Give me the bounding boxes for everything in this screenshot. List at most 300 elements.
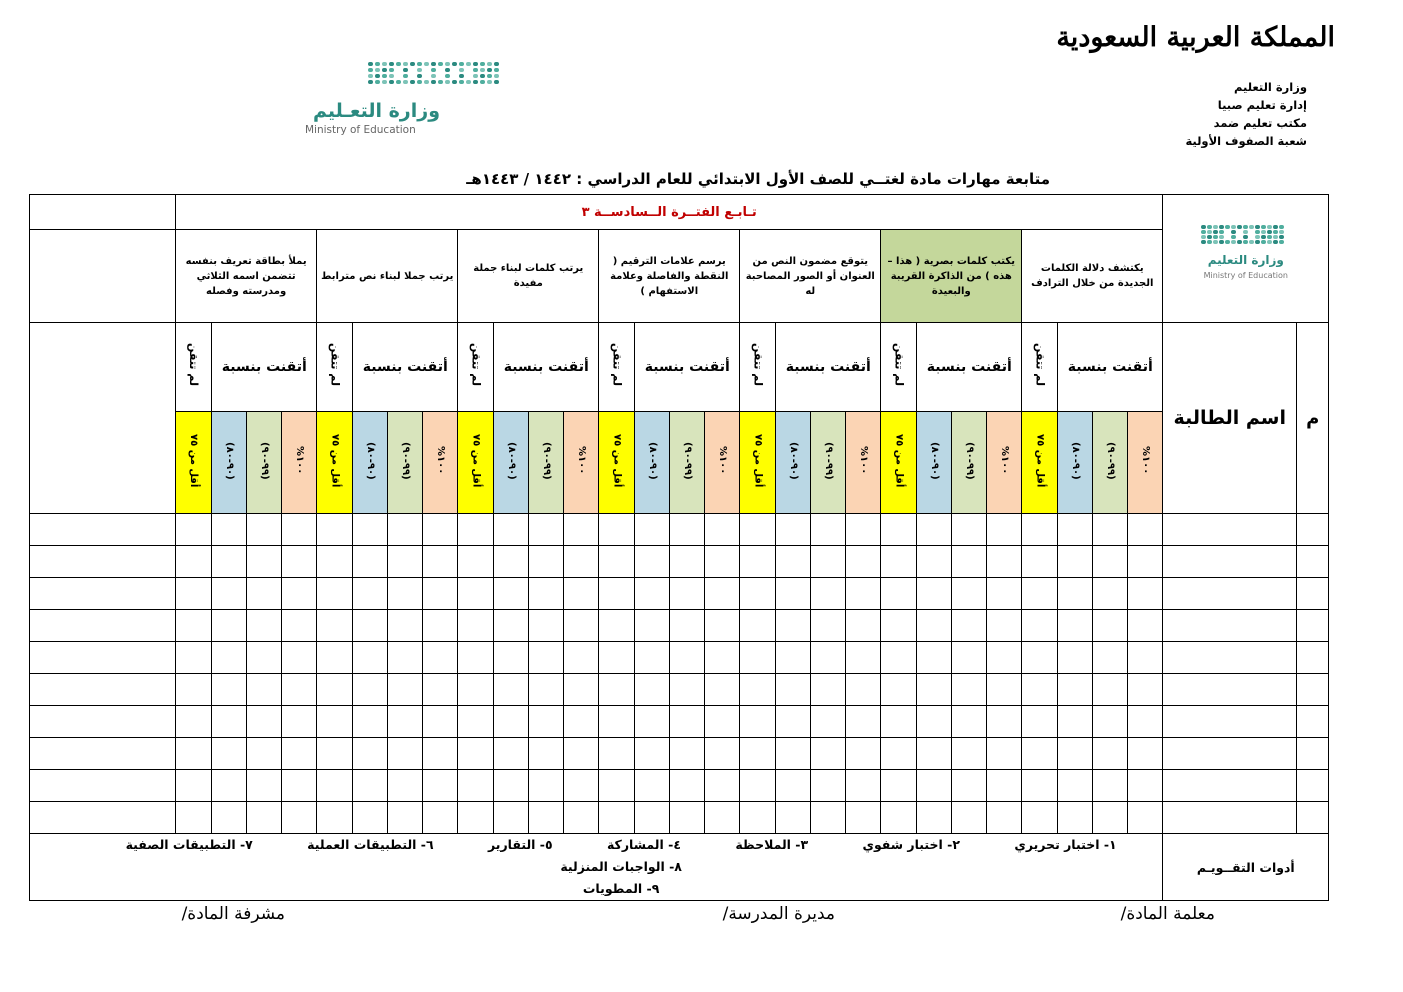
- score-cell[interactable]: [458, 674, 494, 706]
- score-cell[interactable]: [776, 706, 811, 738]
- student-name-cell[interactable]: [1163, 706, 1297, 738]
- score-cell[interactable]: [1128, 578, 1163, 610]
- score-cell[interactable]: [670, 802, 705, 834]
- score-cell[interactable]: [1128, 610, 1163, 642]
- score-cell[interactable]: [776, 514, 811, 546]
- score-cell[interactable]: [247, 674, 282, 706]
- score-cell[interactable]: [1058, 706, 1093, 738]
- score-cell[interactable]: [599, 578, 635, 610]
- score-cell[interactable]: [353, 706, 388, 738]
- score-cell[interactable]: [740, 706, 776, 738]
- score-cell[interactable]: [987, 770, 1022, 802]
- score-cell[interactable]: [776, 642, 811, 674]
- score-cell[interactable]: [811, 514, 846, 546]
- score-cell[interactable]: [564, 674, 599, 706]
- score-cell[interactable]: [388, 610, 423, 642]
- score-cell[interactable]: [423, 802, 458, 834]
- score-cell[interactable]: [494, 642, 529, 674]
- score-cell[interactable]: [987, 802, 1022, 834]
- score-cell[interactable]: [388, 578, 423, 610]
- score-cell[interactable]: [705, 578, 740, 610]
- score-cell[interactable]: [740, 610, 776, 642]
- score-cell[interactable]: [635, 578, 670, 610]
- score-cell[interactable]: [1022, 578, 1058, 610]
- student-name-cell[interactable]: [1163, 610, 1297, 642]
- row-number-cell[interactable]: [1297, 738, 1329, 770]
- score-cell[interactable]: [282, 642, 317, 674]
- score-cell[interactable]: [846, 674, 881, 706]
- score-cell[interactable]: [846, 642, 881, 674]
- score-cell[interactable]: [1093, 770, 1128, 802]
- score-cell[interactable]: [388, 546, 423, 578]
- score-cell[interactable]: [881, 546, 917, 578]
- score-cell[interactable]: [458, 706, 494, 738]
- score-cell[interactable]: [317, 610, 353, 642]
- score-cell[interactable]: [1058, 578, 1093, 610]
- score-cell[interactable]: [529, 546, 564, 578]
- score-cell[interactable]: [1022, 610, 1058, 642]
- score-cell[interactable]: [353, 514, 388, 546]
- score-cell[interactable]: [776, 770, 811, 802]
- score-cell[interactable]: [705, 802, 740, 834]
- score-cell[interactable]: [458, 802, 494, 834]
- score-cell[interactable]: [317, 642, 353, 674]
- score-cell[interactable]: [811, 546, 846, 578]
- score-cell[interactable]: [881, 674, 917, 706]
- score-cell[interactable]: [30, 706, 176, 738]
- score-cell[interactable]: [1128, 706, 1163, 738]
- score-cell[interactable]: [776, 802, 811, 834]
- score-cell[interactable]: [599, 802, 635, 834]
- score-cell[interactable]: [1093, 706, 1128, 738]
- score-cell[interactable]: [952, 514, 987, 546]
- score-cell[interactable]: [30, 514, 176, 546]
- score-cell[interactable]: [1058, 674, 1093, 706]
- score-cell[interactable]: [282, 770, 317, 802]
- score-cell[interactable]: [30, 546, 176, 578]
- score-cell[interactable]: [529, 674, 564, 706]
- score-cell[interactable]: [987, 578, 1022, 610]
- score-cell[interactable]: [458, 642, 494, 674]
- score-cell[interactable]: [494, 802, 529, 834]
- score-cell[interactable]: [353, 546, 388, 578]
- score-cell[interactable]: [423, 514, 458, 546]
- score-cell[interactable]: [1093, 738, 1128, 770]
- score-cell[interactable]: [212, 610, 247, 642]
- score-cell[interactable]: [776, 578, 811, 610]
- score-cell[interactable]: [987, 546, 1022, 578]
- score-cell[interactable]: [212, 674, 247, 706]
- score-cell[interactable]: [212, 802, 247, 834]
- score-cell[interactable]: [917, 674, 952, 706]
- score-cell[interactable]: [494, 770, 529, 802]
- score-cell[interactable]: [917, 802, 952, 834]
- score-cell[interactable]: [881, 706, 917, 738]
- score-cell[interactable]: [846, 610, 881, 642]
- score-cell[interactable]: [705, 514, 740, 546]
- score-cell[interactable]: [1058, 610, 1093, 642]
- score-cell[interactable]: [564, 642, 599, 674]
- score-cell[interactable]: [176, 802, 212, 834]
- score-cell[interactable]: [599, 514, 635, 546]
- score-cell[interactable]: [917, 514, 952, 546]
- score-cell[interactable]: [917, 738, 952, 770]
- score-cell[interactable]: [176, 514, 212, 546]
- score-cell[interactable]: [176, 706, 212, 738]
- score-cell[interactable]: [917, 706, 952, 738]
- score-cell[interactable]: [317, 674, 353, 706]
- score-cell[interactable]: [705, 642, 740, 674]
- score-cell[interactable]: [212, 578, 247, 610]
- score-cell[interactable]: [564, 770, 599, 802]
- score-cell[interactable]: [30, 642, 176, 674]
- score-cell[interactable]: [1058, 802, 1093, 834]
- score-cell[interactable]: [1128, 770, 1163, 802]
- score-cell[interactable]: [1058, 738, 1093, 770]
- score-cell[interactable]: [423, 770, 458, 802]
- score-cell[interactable]: [846, 514, 881, 546]
- score-cell[interactable]: [1128, 642, 1163, 674]
- score-cell[interactable]: [740, 674, 776, 706]
- score-cell[interactable]: [388, 674, 423, 706]
- score-cell[interactable]: [212, 546, 247, 578]
- score-cell[interactable]: [423, 706, 458, 738]
- score-cell[interactable]: [458, 546, 494, 578]
- score-cell[interactable]: [564, 802, 599, 834]
- score-cell[interactable]: [881, 642, 917, 674]
- score-cell[interactable]: [388, 642, 423, 674]
- score-cell[interactable]: [247, 578, 282, 610]
- score-cell[interactable]: [705, 674, 740, 706]
- score-cell[interactable]: [317, 546, 353, 578]
- score-cell[interactable]: [529, 706, 564, 738]
- score-cell[interactable]: [952, 546, 987, 578]
- score-cell[interactable]: [987, 514, 1022, 546]
- score-cell[interactable]: [776, 674, 811, 706]
- score-cell[interactable]: [987, 706, 1022, 738]
- score-cell[interactable]: [247, 802, 282, 834]
- score-cell[interactable]: [917, 610, 952, 642]
- student-name-cell[interactable]: [1163, 738, 1297, 770]
- score-cell[interactable]: [599, 642, 635, 674]
- score-cell[interactable]: [670, 610, 705, 642]
- score-cell[interactable]: [176, 546, 212, 578]
- score-cell[interactable]: [635, 514, 670, 546]
- score-cell[interactable]: [1022, 546, 1058, 578]
- row-number-cell[interactable]: [1297, 578, 1329, 610]
- score-cell[interactable]: [494, 706, 529, 738]
- score-cell[interactable]: [529, 514, 564, 546]
- score-cell[interactable]: [881, 610, 917, 642]
- score-cell[interactable]: [30, 578, 176, 610]
- score-cell[interactable]: [1022, 802, 1058, 834]
- score-cell[interactable]: [811, 642, 846, 674]
- score-cell[interactable]: [811, 738, 846, 770]
- score-cell[interactable]: [881, 770, 917, 802]
- score-cell[interactable]: [282, 706, 317, 738]
- score-cell[interactable]: [282, 514, 317, 546]
- score-cell[interactable]: [599, 610, 635, 642]
- score-cell[interactable]: [952, 578, 987, 610]
- score-cell[interactable]: [1128, 802, 1163, 834]
- score-cell[interactable]: [282, 738, 317, 770]
- score-cell[interactable]: [1093, 642, 1128, 674]
- score-cell[interactable]: [30, 738, 176, 770]
- score-cell[interactable]: [212, 642, 247, 674]
- score-cell[interactable]: [353, 674, 388, 706]
- score-cell[interactable]: [564, 610, 599, 642]
- score-cell[interactable]: [247, 642, 282, 674]
- score-cell[interactable]: [388, 514, 423, 546]
- score-cell[interactable]: [635, 770, 670, 802]
- score-cell[interactable]: [599, 770, 635, 802]
- score-cell[interactable]: [1022, 642, 1058, 674]
- student-name-cell[interactable]: [1163, 802, 1297, 834]
- score-cell[interactable]: [388, 738, 423, 770]
- score-cell[interactable]: [212, 514, 247, 546]
- score-cell[interactable]: [987, 610, 1022, 642]
- score-cell[interactable]: [176, 738, 212, 770]
- score-cell[interactable]: [423, 642, 458, 674]
- score-cell[interactable]: [423, 578, 458, 610]
- score-cell[interactable]: [1128, 514, 1163, 546]
- score-cell[interactable]: [740, 642, 776, 674]
- score-cell[interactable]: [811, 706, 846, 738]
- score-cell[interactable]: [282, 610, 317, 642]
- score-cell[interactable]: [776, 610, 811, 642]
- score-cell[interactable]: [494, 610, 529, 642]
- score-cell[interactable]: [282, 578, 317, 610]
- score-cell[interactable]: [670, 674, 705, 706]
- score-cell[interactable]: [1093, 674, 1128, 706]
- score-cell[interactable]: [846, 770, 881, 802]
- score-cell[interactable]: [705, 706, 740, 738]
- score-cell[interactable]: [30, 802, 176, 834]
- score-cell[interactable]: [282, 674, 317, 706]
- score-cell[interactable]: [1128, 738, 1163, 770]
- score-cell[interactable]: [30, 770, 176, 802]
- score-cell[interactable]: [917, 642, 952, 674]
- score-cell[interactable]: [987, 642, 1022, 674]
- score-cell[interactable]: [176, 610, 212, 642]
- score-cell[interactable]: [317, 578, 353, 610]
- score-cell[interactable]: [317, 706, 353, 738]
- score-cell[interactable]: [811, 578, 846, 610]
- score-cell[interactable]: [212, 706, 247, 738]
- score-cell[interactable]: [282, 802, 317, 834]
- row-number-cell[interactable]: [1297, 514, 1329, 546]
- score-cell[interactable]: [247, 610, 282, 642]
- score-cell[interactable]: [705, 610, 740, 642]
- score-cell[interactable]: [423, 610, 458, 642]
- row-number-cell[interactable]: [1297, 770, 1329, 802]
- score-cell[interactable]: [952, 706, 987, 738]
- score-cell[interactable]: [423, 738, 458, 770]
- score-cell[interactable]: [1058, 546, 1093, 578]
- student-name-cell[interactable]: [1163, 770, 1297, 802]
- score-cell[interactable]: [811, 770, 846, 802]
- student-name-cell[interactable]: [1163, 546, 1297, 578]
- score-cell[interactable]: [494, 578, 529, 610]
- score-cell[interactable]: [952, 642, 987, 674]
- score-cell[interactable]: [635, 674, 670, 706]
- score-cell[interactable]: [635, 738, 670, 770]
- score-cell[interactable]: [1022, 706, 1058, 738]
- score-cell[interactable]: [247, 706, 282, 738]
- score-cell[interactable]: [740, 802, 776, 834]
- score-cell[interactable]: [564, 738, 599, 770]
- score-cell[interactable]: [247, 514, 282, 546]
- score-cell[interactable]: [529, 642, 564, 674]
- score-cell[interactable]: [212, 738, 247, 770]
- score-cell[interactable]: [1022, 514, 1058, 546]
- score-cell[interactable]: [564, 546, 599, 578]
- score-cell[interactable]: [987, 674, 1022, 706]
- score-cell[interactable]: [317, 514, 353, 546]
- score-cell[interactable]: [176, 770, 212, 802]
- score-cell[interactable]: [670, 738, 705, 770]
- score-cell[interactable]: [353, 610, 388, 642]
- score-cell[interactable]: [353, 642, 388, 674]
- score-cell[interactable]: [952, 610, 987, 642]
- score-cell[interactable]: [30, 674, 176, 706]
- score-cell[interactable]: [881, 514, 917, 546]
- score-cell[interactable]: [599, 706, 635, 738]
- score-cell[interactable]: [705, 738, 740, 770]
- score-cell[interactable]: [423, 674, 458, 706]
- score-cell[interactable]: [1058, 514, 1093, 546]
- score-cell[interactable]: [458, 610, 494, 642]
- score-cell[interactable]: [670, 578, 705, 610]
- score-cell[interactable]: [599, 738, 635, 770]
- score-cell[interactable]: [1058, 642, 1093, 674]
- student-name-cell[interactable]: [1163, 514, 1297, 546]
- row-number-cell[interactable]: [1297, 674, 1329, 706]
- score-cell[interactable]: [458, 738, 494, 770]
- score-cell[interactable]: [1128, 546, 1163, 578]
- score-cell[interactable]: [176, 578, 212, 610]
- score-cell[interactable]: [1022, 770, 1058, 802]
- score-cell[interactable]: [494, 546, 529, 578]
- score-cell[interactable]: [317, 738, 353, 770]
- score-cell[interactable]: [494, 514, 529, 546]
- row-number-cell[interactable]: [1297, 610, 1329, 642]
- score-cell[interactable]: [247, 770, 282, 802]
- score-cell[interactable]: [811, 610, 846, 642]
- score-cell[interactable]: [1093, 546, 1128, 578]
- score-cell[interactable]: [529, 578, 564, 610]
- score-cell[interactable]: [670, 770, 705, 802]
- score-cell[interactable]: [635, 546, 670, 578]
- score-cell[interactable]: [564, 514, 599, 546]
- score-cell[interactable]: [564, 706, 599, 738]
- row-number-cell[interactable]: [1297, 802, 1329, 834]
- score-cell[interactable]: [952, 738, 987, 770]
- score-cell[interactable]: [317, 802, 353, 834]
- score-cell[interactable]: [846, 802, 881, 834]
- score-cell[interactable]: [1093, 802, 1128, 834]
- score-cell[interactable]: [740, 578, 776, 610]
- row-number-cell[interactable]: [1297, 546, 1329, 578]
- score-cell[interactable]: [529, 802, 564, 834]
- score-cell[interactable]: [740, 770, 776, 802]
- score-cell[interactable]: [740, 514, 776, 546]
- score-cell[interactable]: [635, 610, 670, 642]
- score-cell[interactable]: [881, 802, 917, 834]
- score-cell[interactable]: [599, 674, 635, 706]
- score-cell[interactable]: [1022, 674, 1058, 706]
- score-cell[interactable]: [282, 546, 317, 578]
- score-cell[interactable]: [599, 546, 635, 578]
- score-cell[interactable]: [458, 770, 494, 802]
- score-cell[interactable]: [1022, 738, 1058, 770]
- score-cell[interactable]: [846, 738, 881, 770]
- score-cell[interactable]: [846, 578, 881, 610]
- row-number-cell[interactable]: [1297, 706, 1329, 738]
- score-cell[interactable]: [529, 738, 564, 770]
- score-cell[interactable]: [670, 642, 705, 674]
- score-cell[interactable]: [846, 706, 881, 738]
- score-cell[interactable]: [776, 546, 811, 578]
- score-cell[interactable]: [353, 802, 388, 834]
- score-cell[interactable]: [635, 706, 670, 738]
- score-cell[interactable]: [353, 738, 388, 770]
- score-cell[interactable]: [776, 738, 811, 770]
- score-cell[interactable]: [740, 546, 776, 578]
- score-cell[interactable]: [388, 770, 423, 802]
- score-cell[interactable]: [564, 578, 599, 610]
- score-cell[interactable]: [1128, 674, 1163, 706]
- score-cell[interactable]: [635, 802, 670, 834]
- score-cell[interactable]: [494, 738, 529, 770]
- score-cell[interactable]: [881, 578, 917, 610]
- score-cell[interactable]: [917, 578, 952, 610]
- score-cell[interactable]: [529, 770, 564, 802]
- score-cell[interactable]: [30, 610, 176, 642]
- score-cell[interactable]: [1093, 514, 1128, 546]
- score-cell[interactable]: [353, 770, 388, 802]
- score-cell[interactable]: [388, 706, 423, 738]
- score-cell[interactable]: [1093, 578, 1128, 610]
- score-cell[interactable]: [423, 546, 458, 578]
- row-number-cell[interactable]: [1297, 642, 1329, 674]
- score-cell[interactable]: [670, 546, 705, 578]
- score-cell[interactable]: [458, 514, 494, 546]
- score-cell[interactable]: [705, 770, 740, 802]
- score-cell[interactable]: [705, 546, 740, 578]
- score-cell[interactable]: [917, 546, 952, 578]
- score-cell[interactable]: [635, 642, 670, 674]
- score-cell[interactable]: [317, 770, 353, 802]
- score-cell[interactable]: [670, 706, 705, 738]
- score-cell[interactable]: [846, 546, 881, 578]
- score-cell[interactable]: [212, 770, 247, 802]
- score-cell[interactable]: [176, 674, 212, 706]
- score-cell[interactable]: [952, 674, 987, 706]
- score-cell[interactable]: [176, 642, 212, 674]
- score-cell[interactable]: [1093, 610, 1128, 642]
- score-cell[interactable]: [670, 514, 705, 546]
- score-cell[interactable]: [458, 578, 494, 610]
- student-name-cell[interactable]: [1163, 674, 1297, 706]
- student-name-cell[interactable]: [1163, 578, 1297, 610]
- score-cell[interactable]: [740, 738, 776, 770]
- score-cell[interactable]: [388, 802, 423, 834]
- score-cell[interactable]: [529, 610, 564, 642]
- score-cell[interactable]: [952, 802, 987, 834]
- score-cell[interactable]: [811, 802, 846, 834]
- score-cell[interactable]: [247, 546, 282, 578]
